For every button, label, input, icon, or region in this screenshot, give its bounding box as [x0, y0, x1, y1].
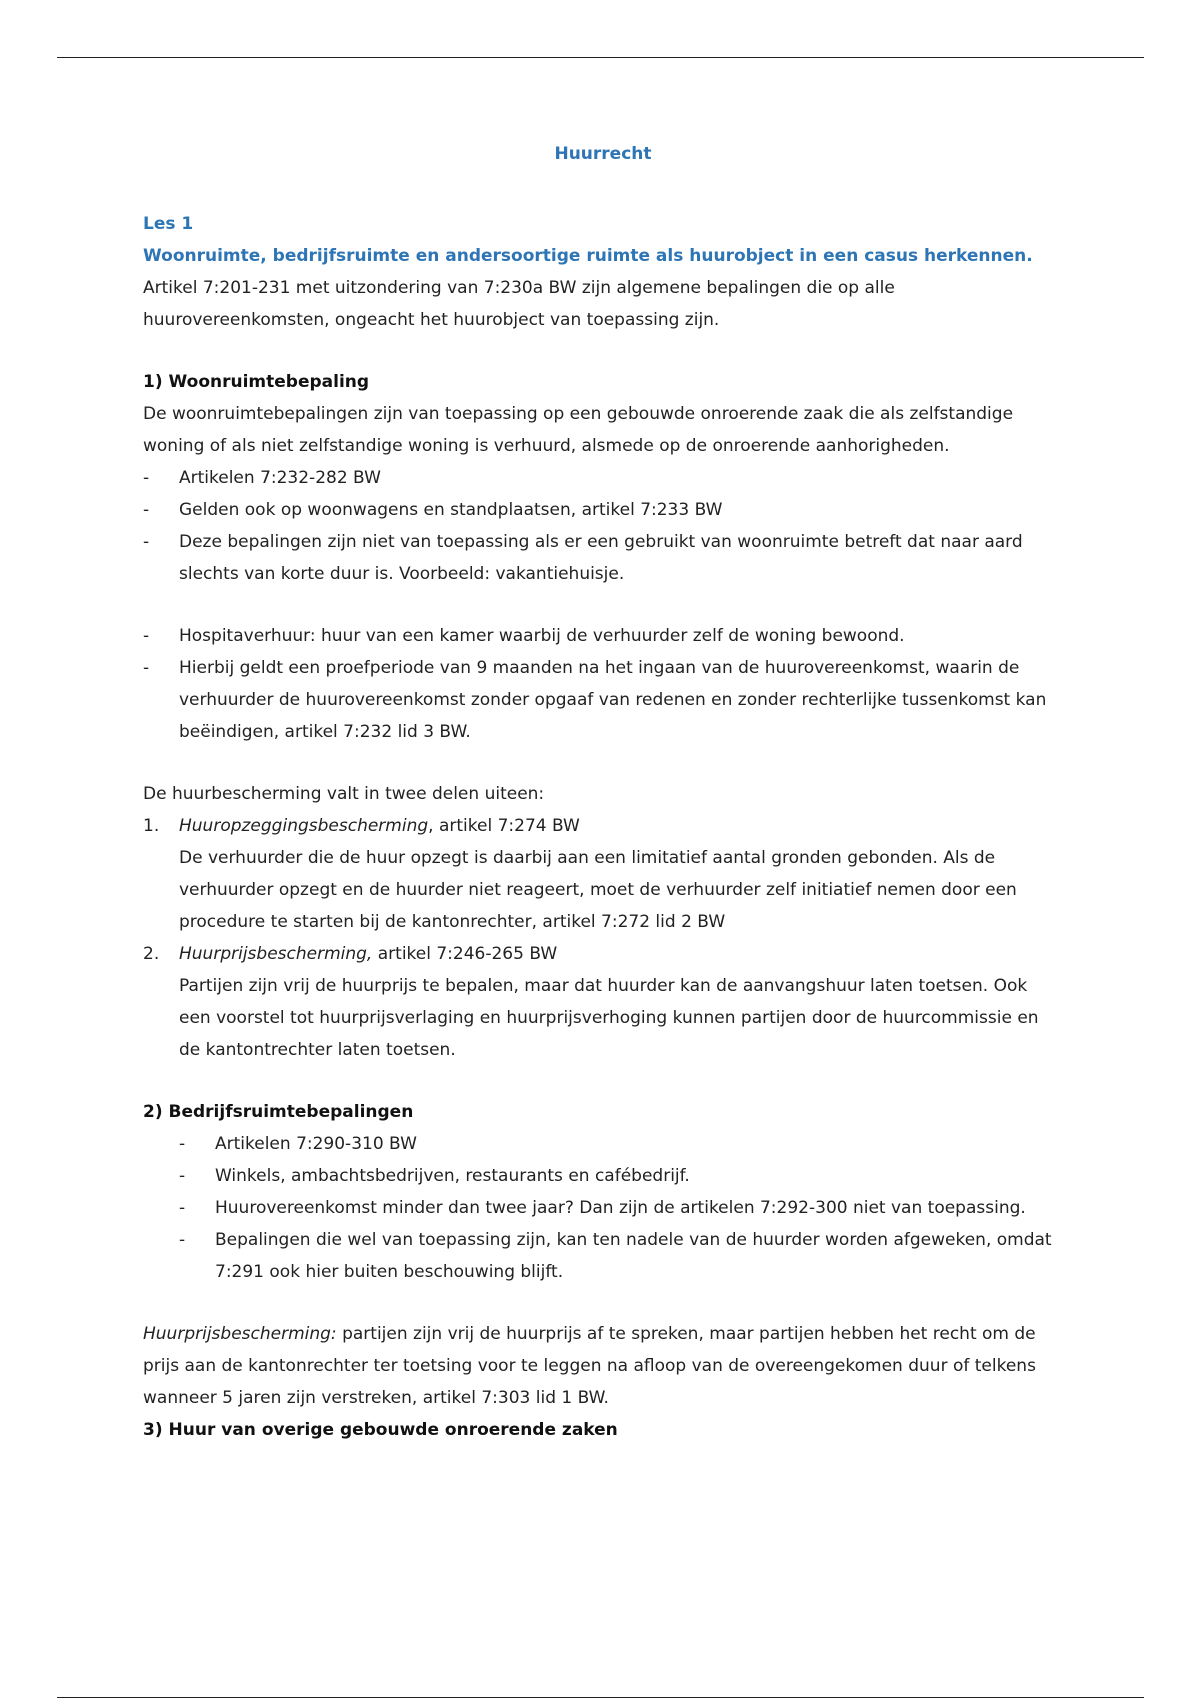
page-title: Huurrecht: [554, 144, 652, 164]
list-item: - Deze bepalingen zijn niet van toepassing als er een gebruikt van woonruimte betreft dat naar aard slechts van korte duur is. Voorbeeld: vakantiehuisje.: [143, 532, 1023, 584]
lesson-intro: Artikel 7:201-231 met uitzondering van 7:230a BW zijn algemene bepalingen die op alle huurovereenkomsten, ongeacht het huurobject van toepassing zijn.: [143, 278, 895, 330]
list-item: - Hospitaverhuur: huur van een kamer waarbij de verhuurder zelf de woning bewoond.: [143, 626, 905, 646]
term: Huurprijsbescherming:: [143, 1324, 337, 1344]
list-item: - Artikelen 7:290-310 BW: [179, 1134, 417, 1154]
lesson-label: Les 1: [143, 214, 194, 234]
list-item: 2. Huurprijsbescherming, artikel 7:246-265 BW Partijen zijn vrij de huurprijs te bepalen, maar dat huurder kan de aanvangshuur laten toetsen. Ook een voorstel tot huurprijsverlaging en huurprijsverhoging kunnen partijen door de huurcommissie en de kantontrechter laten toetsen.: [143, 944, 1039, 1060]
bullet-list-woonruimte: [143, 462, 1063, 590]
section-heading-overige: 3) Huur van overige gebouwde onroerende zaken: [143, 1420, 618, 1440]
section-heading-bedrijfsruimte: 2) Bedrijfsruimtebepalingen: [143, 1102, 414, 1122]
top-rule: [57, 57, 1144, 58]
list-item: - Winkels, ambachtsbedrijven, restaurants en cafébedrijf.: [179, 1166, 690, 1186]
protection-intro: De huurbescherming valt in twee delen uiteen:: [143, 784, 545, 804]
list-item: - Hierbij geldt een proefperiode van 9 maanden na het ingaan van de huurovereenkomst, waarin de verhuurder de huurovereenkomst zonder opgaaf van redenen en zonder rechterlijke tussenkomst kan beëindigen, artikel 7:232 lid 3 BW.: [143, 658, 1047, 742]
list-item: - Huurovereenkomst minder dan twee jaar? Dan zijn de artikelen 7:292-300 niet van toepassing.: [179, 1198, 1026, 1218]
list-item: 1. Huuropzeggingsbescherming, artikel 7:274 BW De verhuurder die de huur opzegt is daarbij aan een limitatief aantal gronden gebonden. Als de verhuurder opzegt en de huurder niet reageert, moet de verhuurder zelf initiatief nemen door een procedure te starten bij de kantonrechter, artikel 7:272 lid 2 BW: [143, 816, 1017, 932]
list-item: - Gelden ook op woonwagens en standplaatsen, artikel 7:233 BW: [143, 500, 723, 520]
term: Huuropzeggingsbescherming: [179, 816, 429, 836]
list-item: - Bepalingen die wel van toepassing zijn, kan ten nadele van de huurder worden afgeweken, omdat 7:291 ook hier buiten beschouwing blijft.: [179, 1230, 1052, 1282]
bullet-list-bedrijfsruimte: [143, 1128, 1063, 1288]
price-protection-paragraph: Huurprijsbescherming: partijen zijn vrij de huurprijs af te spreken, maar partijen hebben het recht om de prijs aan de kantonrechter ter toetsing voor te leggen na afloop van de overeengekomen duur of telkens wanneer 5 jaren zijn verstreken, artikel 7:303 lid 1 BW.: [143, 1324, 1036, 1408]
document-body: [143, 138, 1063, 1446]
protection-list: [143, 810, 1063, 1066]
section-heading-woonruimte: 1) Woonruimtebepaling: [143, 372, 370, 392]
bottom-rule: [57, 1697, 1144, 1698]
term: Huurprijsbescherming,: [179, 944, 373, 964]
lesson-heading: Woonruimte, bedrijfsruimte en andersoortige ruimte als huurobject in een casus herkennen.: [143, 246, 1033, 266]
list-item: - Artikelen 7:232-282 BW: [143, 468, 381, 488]
section-text-woonruimte: De woonruimtebepalingen zijn van toepassing op een gebouwde onroerende zaak die als zelfstandige woning of als niet zelfstandige woning is verhuurd, alsmede op de onroerende aanhorigheden.: [143, 404, 1014, 456]
bullet-list-hospitaverhuur: [143, 620, 1063, 748]
